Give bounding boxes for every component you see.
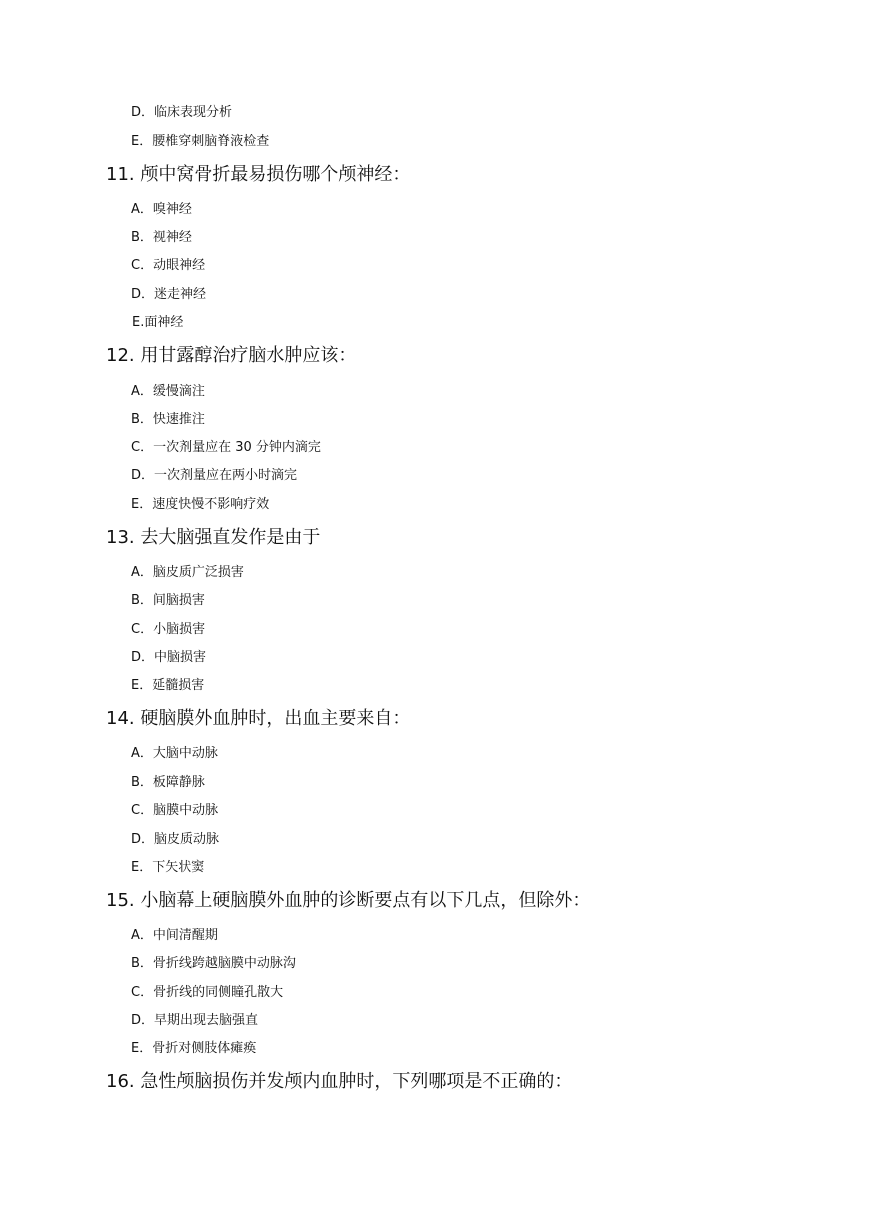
q12-option-b: B．快速推注 bbox=[131, 412, 205, 427]
q11-option-a: A．嗅神经 bbox=[131, 202, 192, 217]
question-13-title: 13. 去大脑强直发作是由于 bbox=[106, 527, 321, 548]
q15-option-b: B．骨折线跨越脑膜中动脉沟 bbox=[131, 956, 296, 971]
question-16-title: 16. 急性颅脑损伤并发颅内血肿时，下列哪项是不正确的： bbox=[106, 1071, 573, 1092]
q14-option-c: C．脑膜中动脉 bbox=[131, 803, 219, 818]
q15-option-d: D．早期出现去脑强直 bbox=[131, 1013, 259, 1028]
q11-option-c: C．动眼神经 bbox=[131, 258, 206, 273]
q12-option-c: C．一次剂量应在 30 分钟内滴完 bbox=[131, 440, 321, 455]
q11-option-d: D．迷走神经 bbox=[131, 287, 207, 302]
q13-option-d: D．中脑损害 bbox=[131, 650, 207, 665]
q15-option-a: A．中间清醒期 bbox=[131, 928, 218, 943]
question-11-title: 11. 颅中窝骨折最易损伤哪个颅神经： bbox=[106, 164, 411, 185]
q11-option-e: E.面神经 bbox=[132, 315, 184, 330]
q15-option-c: C．骨折线的同侧瞳孔散大 bbox=[131, 985, 284, 1000]
question-15-title: 15. 小脑幕上硬脑膜外血肿的诊断要点有以下几点，但除外： bbox=[106, 890, 591, 911]
question-14-title: 14. 硬脑膜外血肿时，出血主要来自： bbox=[106, 708, 411, 729]
option-d-prev: D．临床表现分析 bbox=[131, 105, 233, 120]
q12-option-a: A．缓慢滴注 bbox=[131, 384, 205, 399]
q14-option-d: D．脑皮质动脉 bbox=[131, 832, 220, 847]
q13-option-b: B．间脑损害 bbox=[131, 593, 205, 608]
option-e-prev: E．腰椎穿刺脑脊液检查 bbox=[131, 134, 270, 149]
q12-option-e: E．速度快慢不影响疗效 bbox=[131, 497, 270, 512]
q13-option-a: A．脑皮质广泛损害 bbox=[131, 565, 244, 580]
q14-option-e: E．下矢状窦 bbox=[131, 860, 205, 875]
q14-option-b: B．板障静脉 bbox=[131, 775, 205, 790]
q15-option-e: E．骨折对侧肢体瘫痪 bbox=[131, 1041, 257, 1056]
q13-option-e: E．延髓损害 bbox=[131, 678, 205, 693]
question-12-title: 12. 用甘露醇治疗脑水肿应该： bbox=[106, 345, 357, 366]
q14-option-a: A．大脑中动脉 bbox=[131, 746, 218, 761]
q13-option-c: C．小脑损害 bbox=[131, 622, 206, 637]
q12-option-d: D．一次剂量应在两小时滴完 bbox=[131, 468, 298, 483]
q11-option-b: B．视神经 bbox=[131, 230, 192, 245]
